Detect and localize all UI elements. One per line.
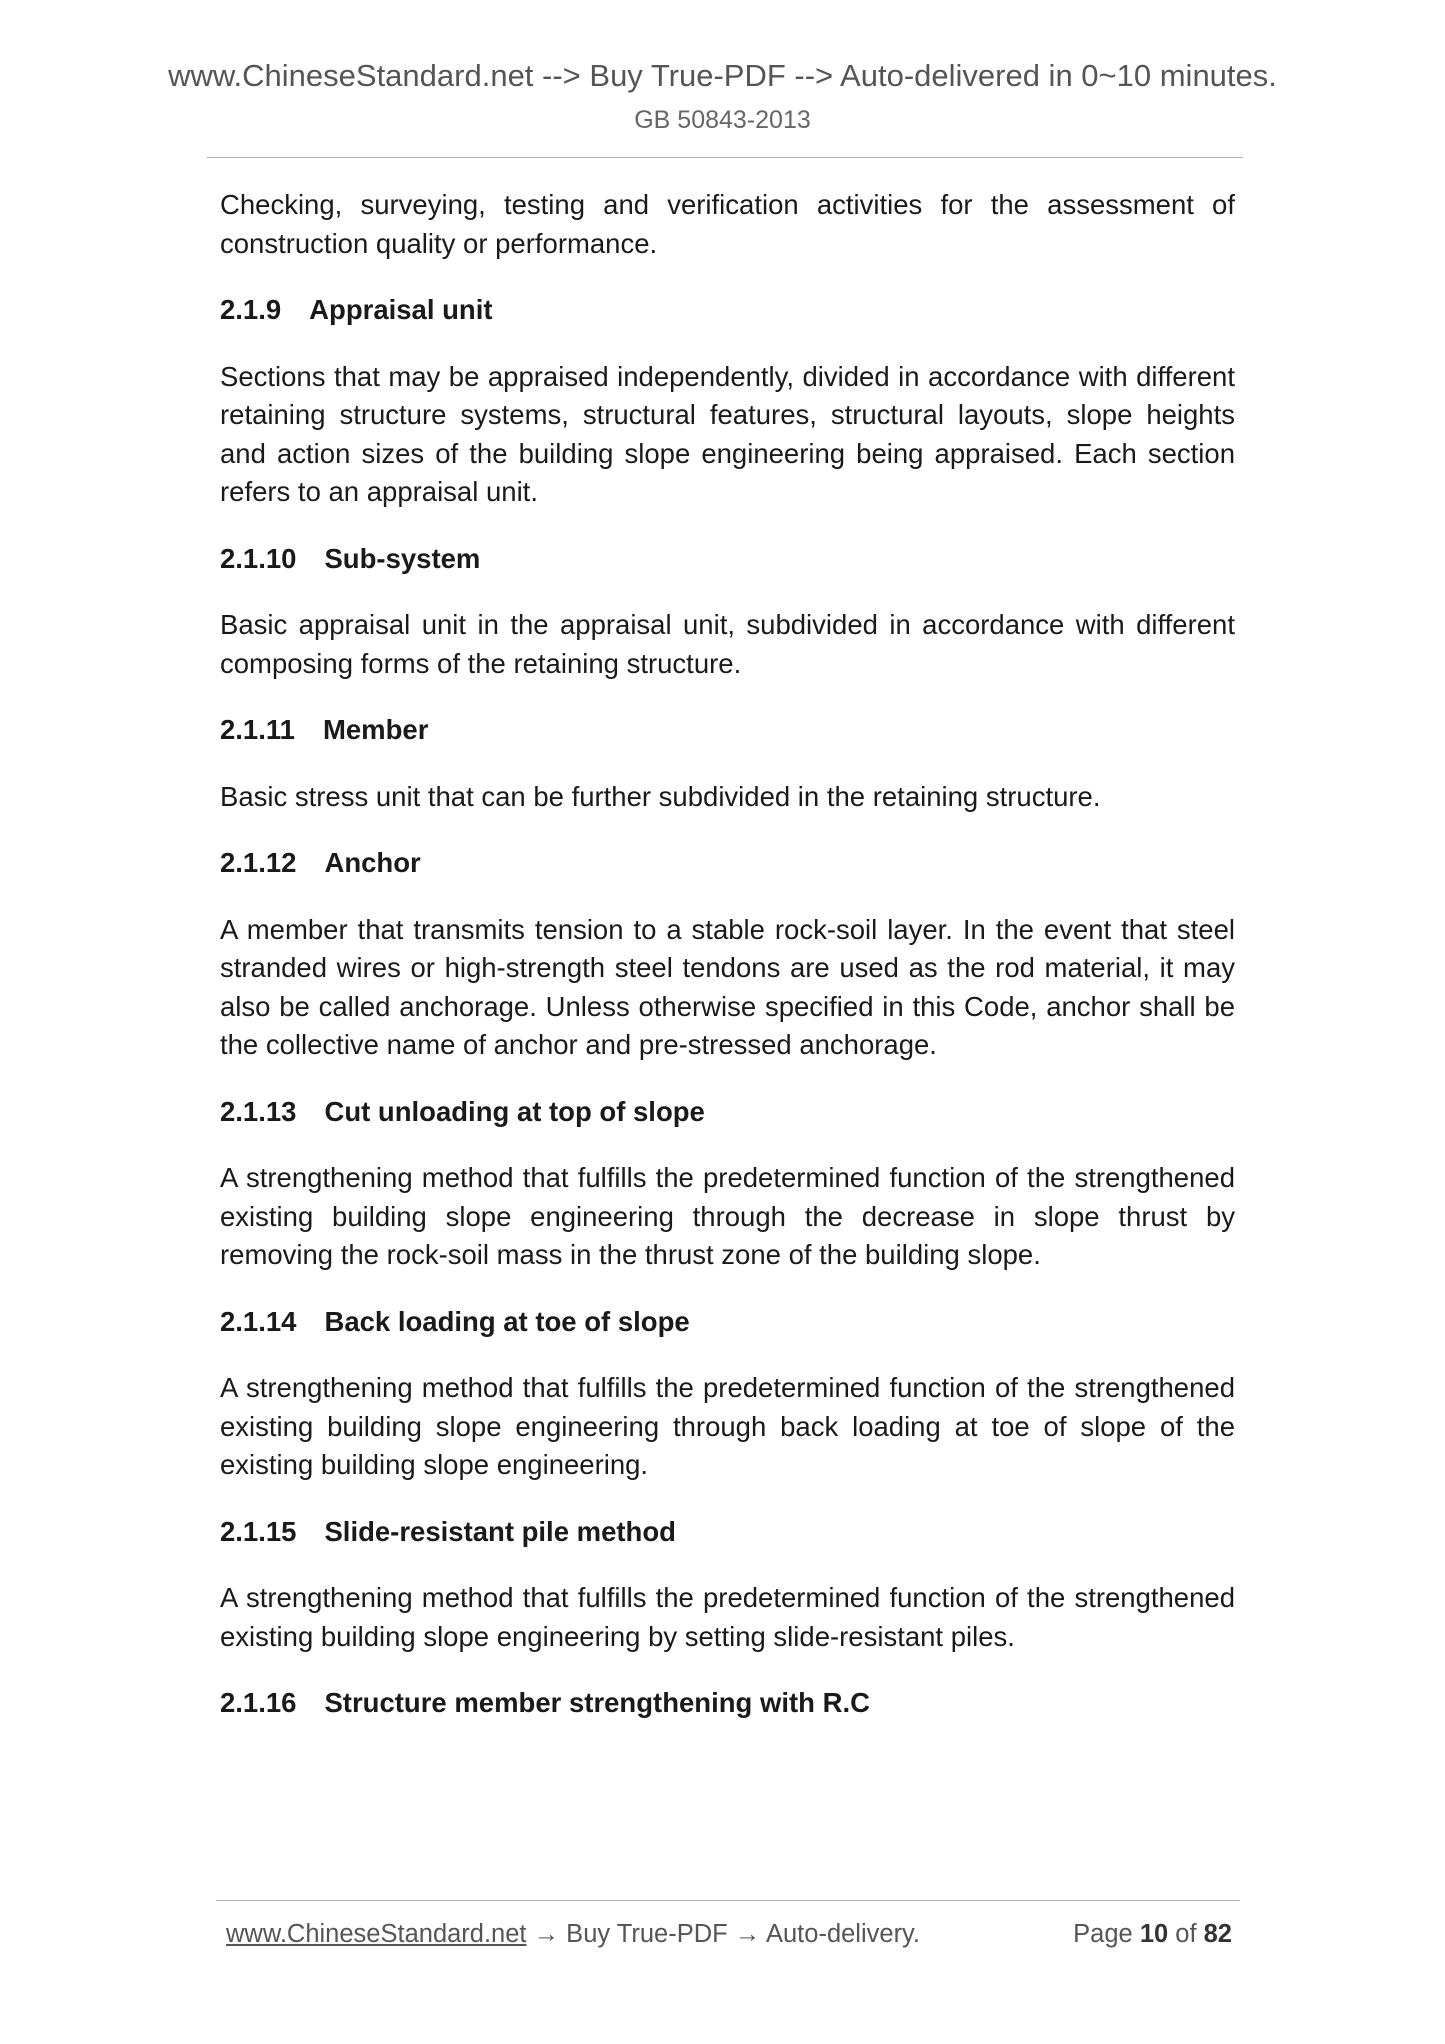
section-number: 2.1.14 bbox=[220, 1305, 297, 1337]
section-title: Sub-system bbox=[324, 542, 481, 574]
section-title: Appraisal unit bbox=[309, 294, 493, 325]
footer-promo bbox=[226, 1920, 920, 1949]
section-text-2-1-13: A strengthening method that fulfills the predetermined function of the strengthened existing building slope engineering through the decrease in slope thrust by removing the rock-soil mass in the thrust zone of the building slope. bbox=[220, 1162, 1235, 1270]
section-number: 2.1.10 bbox=[220, 542, 297, 574]
page-indicator bbox=[1073, 1920, 1232, 1949]
section-number: 2.1.9 bbox=[220, 294, 282, 325]
section-title: Anchor bbox=[324, 847, 421, 878]
section-heading-2-1-10 bbox=[220, 540, 1235, 579]
page-footer bbox=[226, 1920, 1236, 1956]
footer-divider bbox=[216, 1900, 1240, 1901]
section-number: 2.1.12 bbox=[220, 847, 297, 878]
header-divider bbox=[207, 157, 1243, 158]
section-heading-2-1-12 bbox=[220, 844, 1235, 883]
section-heading-2-1-9 bbox=[220, 291, 1235, 330]
intro-paragraph: Checking, surveying, testing and verification activities for the assessment of construction quality or performance. bbox=[220, 189, 1235, 259]
page-label: Page bbox=[1073, 1920, 1140, 1948]
section-number: 2.1.15 bbox=[220, 1515, 297, 1547]
section-text-2-1-15: A strengthening method that fulfills the predetermined function of the strengthened existing building slope engineering by setting slide-resistant piles. bbox=[220, 1582, 1235, 1652]
section-heading-2-1-11 bbox=[220, 711, 1235, 750]
standard-code: GB 50843-2013 bbox=[634, 106, 811, 134]
section-title: Cut unloading at top of slope bbox=[324, 1095, 705, 1127]
section-number: 2.1.11 bbox=[220, 714, 295, 745]
section-text-2-1-9: Sections that may be appraised independently, divided in accordance with different retaining structure systems, structural features, structural layouts, slope heights and action sizes of the building slope engineering being appraised. Each section refers to an appraisal unit. bbox=[220, 360, 1235, 507]
page-total: 82 bbox=[1203, 1920, 1232, 1948]
section-text-2-1-11: Basic stress unit that can be further subdivided in the retaining structure. bbox=[220, 780, 1101, 812]
section-title: Member bbox=[322, 714, 429, 745]
section-text-2-1-14: A strengthening method that fulfills the predetermined function of the strengthened existing building slope engineering through back loading at toe of slope of the existing building slope engineering. bbox=[220, 1372, 1235, 1480]
section-number: 2.1.16 bbox=[220, 1687, 297, 1718]
section-heading-2-1-15 bbox=[220, 1513, 1235, 1552]
section-heading-2-1-14 bbox=[220, 1303, 1235, 1342]
section-number: 2.1.13 bbox=[220, 1095, 297, 1127]
footer-promo-text: → Buy True-PDF → Auto-delivery. bbox=[526, 1920, 920, 1948]
section-title: Structure member strengthening with R.C bbox=[324, 1687, 870, 1718]
section-title: Slide-resistant pile method bbox=[324, 1515, 676, 1547]
footer-site-link[interactable]: www.ChineseStandard.net bbox=[226, 1920, 527, 1948]
header-banner: www.ChineseStandard.net --> Buy True-PDF --> Auto-delivered in 0~10 minutes. bbox=[168, 58, 1277, 93]
section-heading-2-1-13 bbox=[220, 1093, 1235, 1132]
section-text-2-1-10: Basic appraisal unit in the appraisal unit, subdivided in accordance with different composing forms of the retaining structure. bbox=[220, 609, 1235, 679]
section-heading-2-1-16 bbox=[220, 1684, 1235, 1723]
page-of-label: of bbox=[1168, 1920, 1204, 1948]
section-title: Back loading at toe of slope bbox=[324, 1305, 690, 1337]
document-body bbox=[220, 186, 1235, 1723]
page-current: 10 bbox=[1139, 1920, 1169, 1948]
section-text-2-1-12: A member that transmits tension to a stable rock-soil layer. In the event that steel stranded wires or high-strength steel tendons are used as the rod material, it may also be called anchorage. Unless otherwise specified in this Code, anchor shall be the collective name of anchor and pre-stressed anchorage. bbox=[220, 913, 1235, 1060]
